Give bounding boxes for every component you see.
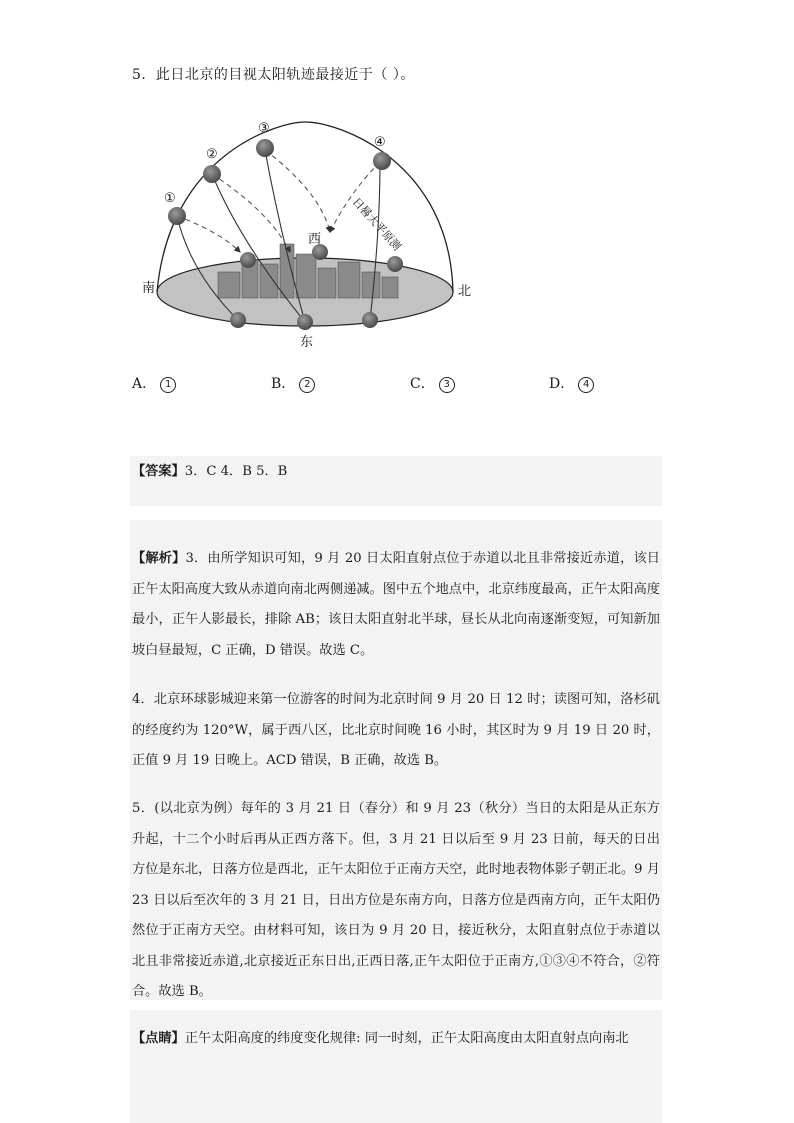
analysis-tag: 【解析】 [132, 551, 186, 566]
answer-options [132, 373, 612, 393]
option-letter: C． [410, 376, 435, 392]
horizon-sun [297, 314, 313, 330]
label-east: 东 [300, 335, 314, 350]
option-letter: B． [271, 376, 296, 392]
sun-path-diagram [130, 112, 480, 357]
horizon-sun [240, 252, 256, 268]
analysis-p2: 4．北京环球影城迎来第一位游客的时间为北京时间 9 月 20 日 12 时；读图可知，洛杉矶的经度约为 120°W，属于西八区，比北京时间晚 16 小时，其区时为 9 月 19 日 20 时，正值 9 月 19 日晚上。ACD 错误，B 正确，故选 B。 [132, 692, 660, 768]
label-sundial: 日晷大平原测 [349, 195, 404, 254]
sun-1 [168, 207, 186, 225]
label-south: 南 [142, 281, 156, 296]
option-a[interactable] [132, 373, 176, 393]
label-west: 西 [308, 232, 322, 247]
answer-line [132, 457, 660, 488]
tip-paragraph [132, 1024, 660, 1055]
tip-text: 正午太阳高度的纬度变化规律: 同一时刻，正午太阳高度由太阳直射点向南北 [184, 1031, 629, 1046]
option-c[interactable] [410, 373, 455, 393]
label-north: 北 [458, 284, 472, 299]
option-letter: D． [549, 376, 575, 392]
analysis-paragraph-3 [132, 794, 660, 1008]
sun-4 [373, 152, 391, 170]
option-mark: 3 [439, 377, 455, 393]
option-b[interactable] [271, 373, 315, 393]
option-mark: 1 [160, 377, 176, 393]
marker-3: ③ [258, 121, 270, 136]
marker-2: ② [206, 147, 218, 162]
option-mark: 2 [299, 377, 315, 393]
sun-3 [256, 139, 274, 157]
analysis-p1: 3．由所学知识可知，9 月 20 日太阳直射点位于赤道以北且非常接近赤道，该日正午太阳高度大致从赤道向南北两侧递减。图中五个地点中，北京纬度最高，正午太阳高度最小，正午人影最长，排除 AB；该日太阳直射北半球，昼长从北向南逐渐变短，可知新加坡白昼最短，C 正确，D 错误。故选 C。 [132, 551, 660, 658]
analysis-p3: 5．(以北京为例）每年的 3 月 21 日（春分）和 9 月 23（秋分）当日的太阳是从正东方升起，十二个小时后再从正西方落下。但，3 月 21 日以后至 9 月 23 日前，每天的日出方位是东北，日落方位是西北，正午太阳位于正南方天空，此时地表物体影子朝正北。9 月 23 日以后至次年的 3 月 21 日，日出方位是东南方向，日落方位是西南方向，正午太阳仍然位于正南方天空。由材料可知，该日为 9 月 20 日，接近秋分，太阳直射点位于赤道以北且非常接近赤道,北京接近正东日出,正西日落,正午太阳位于正南方,①③④不符合，②符合。故选 B。 [132, 801, 660, 999]
option-mark: 4 [578, 377, 594, 393]
horizon-sun [387, 256, 403, 272]
horizon-sun [230, 312, 246, 328]
horizon-sun [362, 312, 378, 328]
marker-1: ① [164, 191, 176, 206]
analysis-paragraph-1 [132, 544, 660, 666]
sun-2 [203, 165, 221, 183]
analysis-paragraph-2 [132, 685, 660, 777]
option-d[interactable] [549, 373, 594, 393]
tip-tag: 【点睛】 [132, 1031, 185, 1046]
option-letter: A． [132, 376, 157, 392]
answer-tag: 【答案】 [132, 464, 185, 479]
marker-4: ④ [374, 135, 386, 150]
question-title: 5．此日北京的目视太阳轨迹最接近于（ ）。 [132, 67, 415, 83]
answer-text: 3．C 4．B 5．B [184, 464, 288, 479]
